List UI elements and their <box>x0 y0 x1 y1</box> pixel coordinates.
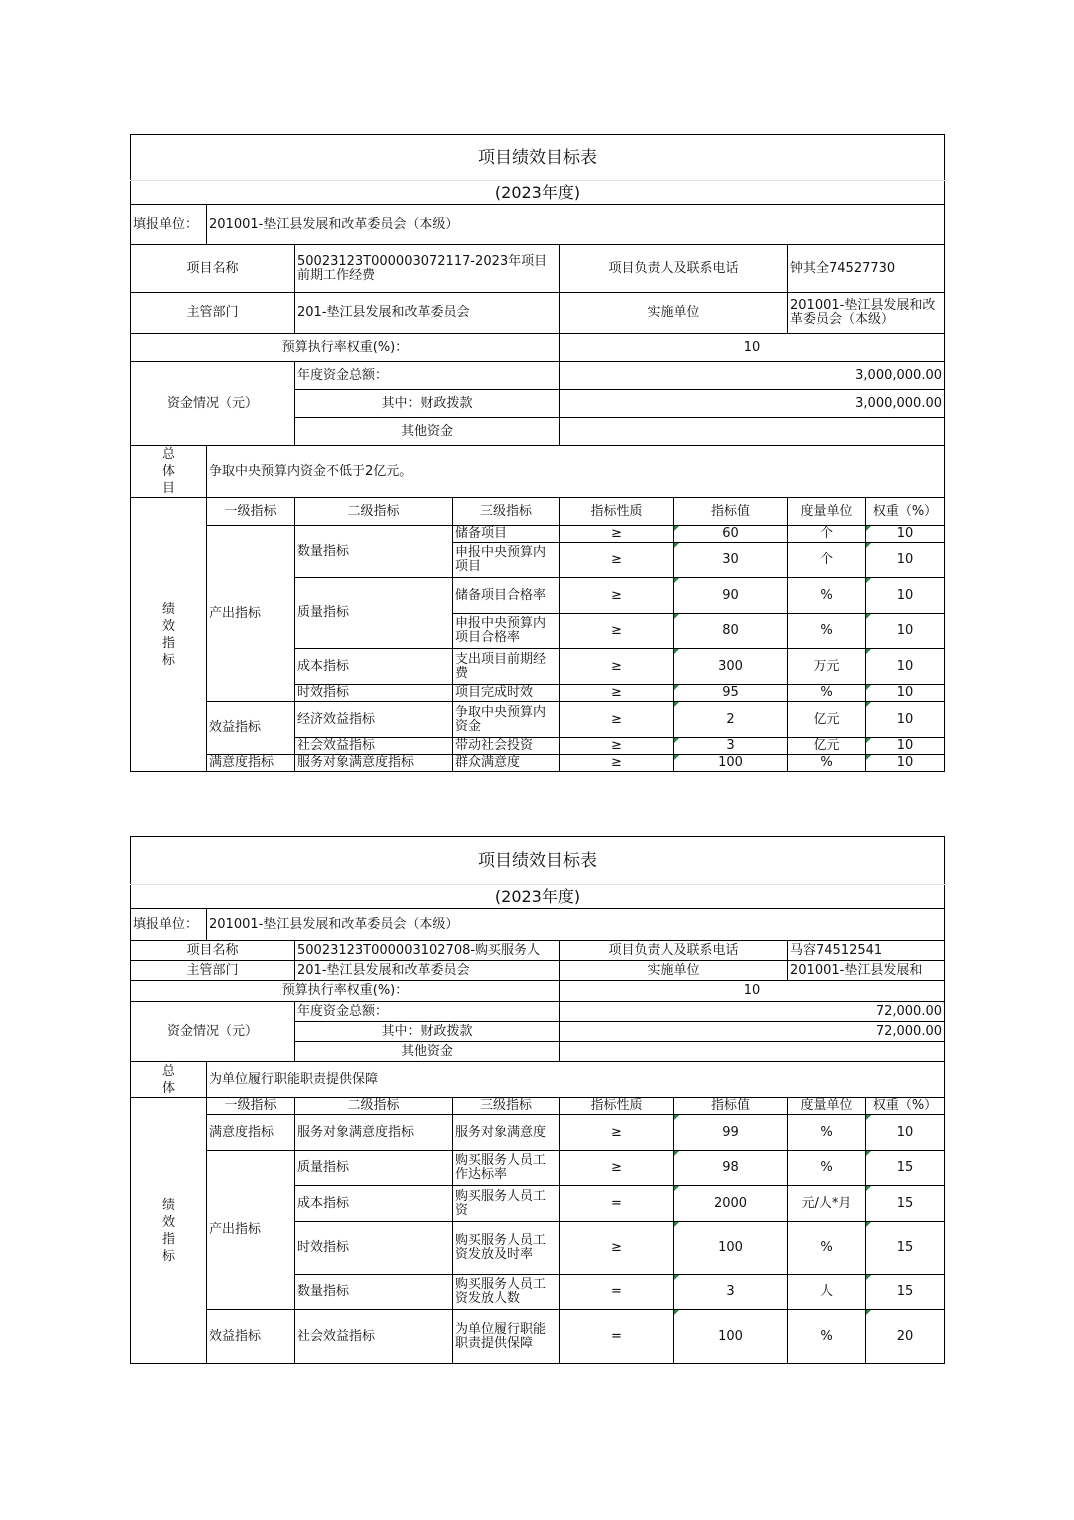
cell-l2: 成本指标 <box>295 649 453 685</box>
cell-value: 100 <box>674 1222 788 1275</box>
cell-unit: % <box>788 578 866 614</box>
cell-nature: ≥ <box>560 685 674 702</box>
cell-unit: 亿元 <box>788 702 866 738</box>
goal-label-text: 总体 <box>162 1063 176 1096</box>
project-name-label: 项目名称 <box>131 245 295 293</box>
cell-l3: 带动社会投资 <box>453 738 560 755</box>
cell-unit: 亿元 <box>788 738 866 755</box>
cell-weight: 10 <box>866 649 945 685</box>
unit-label: 填报单位： <box>131 205 207 245</box>
header-unit: 度量单位 <box>788 498 866 526</box>
goal-value: 为单位履行职能职责提供保障 <box>207 1062 945 1098</box>
dept-label: 主管部门 <box>131 293 295 334</box>
cell-l1: 产出指标 <box>207 526 295 702</box>
impl-label: 实施单位 <box>560 293 788 334</box>
cell-nature: ≥ <box>560 578 674 614</box>
cell-l3: 购买服务人员工资 <box>453 1186 560 1222</box>
funds-fiscal-value: 3,000,000.00 <box>560 390 945 418</box>
cell-l3: 群众满意度 <box>453 755 560 772</box>
funds-other-value <box>560 1042 945 1062</box>
cell-unit: % <box>788 1310 866 1364</box>
cell-l2: 成本指标 <box>295 1186 453 1222</box>
contact-value: 钟其全74527730 <box>788 245 945 293</box>
goal-label <box>131 446 207 498</box>
indicators-label <box>131 1098 207 1364</box>
cell-nature: ≥ <box>560 1115 674 1151</box>
header-weight: 权重（%） <box>866 1098 945 1115</box>
cell-weight: 10 <box>866 685 945 702</box>
cell-l1: 满意度指标 <box>207 755 295 772</box>
cell-nature: ≥ <box>560 1151 674 1186</box>
header-l3: 三级指标 <box>453 498 560 526</box>
indicators-label <box>131 498 207 772</box>
cell-weight: 15 <box>866 1151 945 1186</box>
table-row <box>131 1310 945 1364</box>
cell-l3: 申报中央预算内项目合格率 <box>453 614 560 649</box>
table-title: 项目绩效目标表 <box>131 837 945 885</box>
cell-weight: 10 <box>866 755 945 772</box>
project-name-value: 50023123T000003072117-2023年项目前期工作经费 <box>295 245 560 293</box>
impl-label: 实施单位 <box>560 961 788 981</box>
project-name-label: 项目名称 <box>131 941 295 961</box>
header-l2: 二级指标 <box>295 1098 453 1115</box>
funds-label: 资金情况（元） <box>131 1002 295 1062</box>
cell-weight: 10 <box>866 738 945 755</box>
header-l1: 一级指标 <box>207 498 295 526</box>
cell-value: 80 <box>674 614 788 649</box>
cell-value: 99 <box>674 1115 788 1151</box>
cell-nature: ≥ <box>560 526 674 543</box>
budget-weight-value: 10 <box>560 334 945 362</box>
cell-value: 3 <box>674 738 788 755</box>
cell-nature: ≥ <box>560 702 674 738</box>
cell-nature: ≥ <box>560 649 674 685</box>
header-weight: 权重（%） <box>866 498 945 526</box>
goal-label-text: 总体目 <box>162 447 176 496</box>
cell-weight: 15 <box>866 1275 945 1310</box>
cell-l2: 社会效益指标 <box>295 1310 453 1364</box>
funds-total-value: 72,000.00 <box>560 1002 945 1022</box>
funds-other-label: 其他资金 <box>295 418 560 446</box>
dept-label: 主管部门 <box>131 961 295 981</box>
header-nature: 指标性质 <box>560 498 674 526</box>
impl-value: 201001-垫江县发展和改革委员会（本级） <box>788 293 945 334</box>
cell-l2: 时效指标 <box>295 1222 453 1275</box>
cell-unit: % <box>788 1115 866 1151</box>
cell-unit: % <box>788 685 866 702</box>
dept-value: 201-垫江县发展和改革委员会 <box>295 961 560 981</box>
cell-weight: 10 <box>866 526 945 543</box>
header-value: 指标值 <box>674 498 788 526</box>
cell-weight: 15 <box>866 1186 945 1222</box>
performance-table-1 <box>130 134 944 772</box>
cell-l3: 争取中央预算内资金 <box>453 702 560 738</box>
cell-l1: 效益指标 <box>207 702 295 755</box>
cell-l2: 时效指标 <box>295 685 453 702</box>
cell-nature: ≥ <box>560 1222 674 1275</box>
cell-value: 100 <box>674 755 788 772</box>
cell-l1: 产出指标 <box>207 1151 295 1310</box>
cell-value: 60 <box>674 526 788 543</box>
header-l1: 一级指标 <box>207 1098 295 1115</box>
cell-unit: % <box>788 755 866 772</box>
table-row <box>131 702 945 738</box>
funds-other-label: 其他资金 <box>295 1042 560 1062</box>
cell-l2: 质量指标 <box>295 1151 453 1186</box>
budget-weight-label: 预算执行率权重(%)： <box>131 334 560 362</box>
cell-unit: % <box>788 1151 866 1186</box>
table-row <box>131 1115 945 1151</box>
cell-l2: 质量指标 <box>295 578 453 649</box>
cell-weight: 10 <box>866 614 945 649</box>
header-unit: 度量单位 <box>788 1098 866 1115</box>
cell-l2: 经济效益指标 <box>295 702 453 738</box>
funds-fiscal-label: 其中：财政拨款 <box>295 390 560 418</box>
cell-nature: = <box>560 1275 674 1310</box>
cell-value: 2000 <box>674 1186 788 1222</box>
cell-nature: ≥ <box>560 614 674 649</box>
goal-label <box>131 1062 207 1098</box>
cell-l3: 项目完成时效 <box>453 685 560 702</box>
cell-l2: 数量指标 <box>295 526 453 578</box>
header-nature: 指标性质 <box>560 1098 674 1115</box>
unit-label: 填报单位： <box>131 909 207 941</box>
contact-label: 项目负责人及联系电话 <box>560 245 788 293</box>
cell-unit: 元/人*月 <box>788 1186 866 1222</box>
table-row <box>131 1151 945 1186</box>
cell-l1: 满意度指标 <box>207 1115 295 1151</box>
funds-label: 资金情况（元） <box>131 362 295 446</box>
cell-nature: = <box>560 1310 674 1364</box>
cell-value: 98 <box>674 1151 788 1186</box>
cell-l2: 社会效益指标 <box>295 738 453 755</box>
cell-unit: % <box>788 1222 866 1275</box>
project-name-value: 50023123T000003102708-购买服务人 <box>295 941 560 961</box>
cell-value: 95 <box>674 685 788 702</box>
funds-total-label: 年度资金总额： <box>295 362 560 390</box>
table-row <box>131 526 945 543</box>
cell-nature: ≥ <box>560 738 674 755</box>
cell-nature: ≥ <box>560 755 674 772</box>
cell-l3: 储备项目合格率 <box>453 578 560 614</box>
cell-value: 90 <box>674 578 788 614</box>
cell-l3: 支出项目前期经费 <box>453 649 560 685</box>
cell-unit: 个 <box>788 543 866 578</box>
performance-table-2 <box>130 836 944 1364</box>
dept-value: 201-垫江县发展和改革委员会 <box>295 293 560 334</box>
cell-weight: 10 <box>866 543 945 578</box>
indicators-label-text: 绩效指标 <box>162 601 176 668</box>
unit-value: 201001-垫江县发展和改革委员会（本级） <box>207 909 945 941</box>
cell-unit: 万元 <box>788 649 866 685</box>
budget-weight-label: 预算执行率权重(%)： <box>131 981 560 1002</box>
header-l2: 二级指标 <box>295 498 453 526</box>
cell-l2: 数量指标 <box>295 1275 453 1310</box>
cell-value: 100 <box>674 1310 788 1364</box>
cell-nature: ≥ <box>560 543 674 578</box>
unit-value: 201001-垫江县发展和改革委员会（本级） <box>207 205 945 245</box>
cell-l3: 储备项目 <box>453 526 560 543</box>
cell-weight: 15 <box>866 1222 945 1275</box>
funds-fiscal-label: 其中：财政拨款 <box>295 1022 560 1042</box>
budget-weight-value: 10 <box>560 981 945 1002</box>
table-year: (2023年度) <box>131 181 945 205</box>
contact-value: 马容74512541 <box>788 941 945 961</box>
cell-l2: 服务对象满意度指标 <box>295 755 453 772</box>
cell-l1: 效益指标 <box>207 1310 295 1364</box>
cell-l3: 购买服务人员工作达标率 <box>453 1151 560 1186</box>
cell-weight: 20 <box>866 1310 945 1364</box>
table-year: (2023年度) <box>131 885 945 909</box>
cell-weight: 10 <box>866 702 945 738</box>
cell-l3: 购买服务人员工资发放及时率 <box>453 1222 560 1275</box>
cell-unit: % <box>788 614 866 649</box>
header-value: 指标值 <box>674 1098 788 1115</box>
cell-unit: 人 <box>788 1275 866 1310</box>
cell-l3: 申报中央预算内项目 <box>453 543 560 578</box>
cell-l3: 服务对象满意度 <box>453 1115 560 1151</box>
goal-value: 争取中央预算内资金不低于2亿元。 <box>207 446 945 498</box>
cell-unit: 个 <box>788 526 866 543</box>
header-l3: 三级指标 <box>453 1098 560 1115</box>
cell-l3: 购买服务人员工资发放人数 <box>453 1275 560 1310</box>
table-row <box>131 755 945 772</box>
contact-label: 项目负责人及联系电话 <box>560 941 788 961</box>
cell-value: 3 <box>674 1275 788 1310</box>
cell-value: 2 <box>674 702 788 738</box>
funds-total-value: 3,000,000.00 <box>560 362 945 390</box>
indicators-label-text: 绩效指标 <box>162 1197 176 1264</box>
funds-fiscal-value: 72,000.00 <box>560 1022 945 1042</box>
funds-other-value <box>560 418 945 446</box>
cell-l2: 服务对象满意度指标 <box>295 1115 453 1151</box>
cell-value: 300 <box>674 649 788 685</box>
cell-l3: 为单位履行职能职责提供保障 <box>453 1310 560 1364</box>
cell-value: 30 <box>674 543 788 578</box>
cell-nature: = <box>560 1186 674 1222</box>
cell-weight: 10 <box>866 578 945 614</box>
funds-total-label: 年度资金总额： <box>295 1002 560 1022</box>
impl-value: 201001-垫江县发展和 <box>788 961 945 981</box>
table-title: 项目绩效目标表 <box>131 135 945 181</box>
cell-weight: 10 <box>866 1115 945 1151</box>
